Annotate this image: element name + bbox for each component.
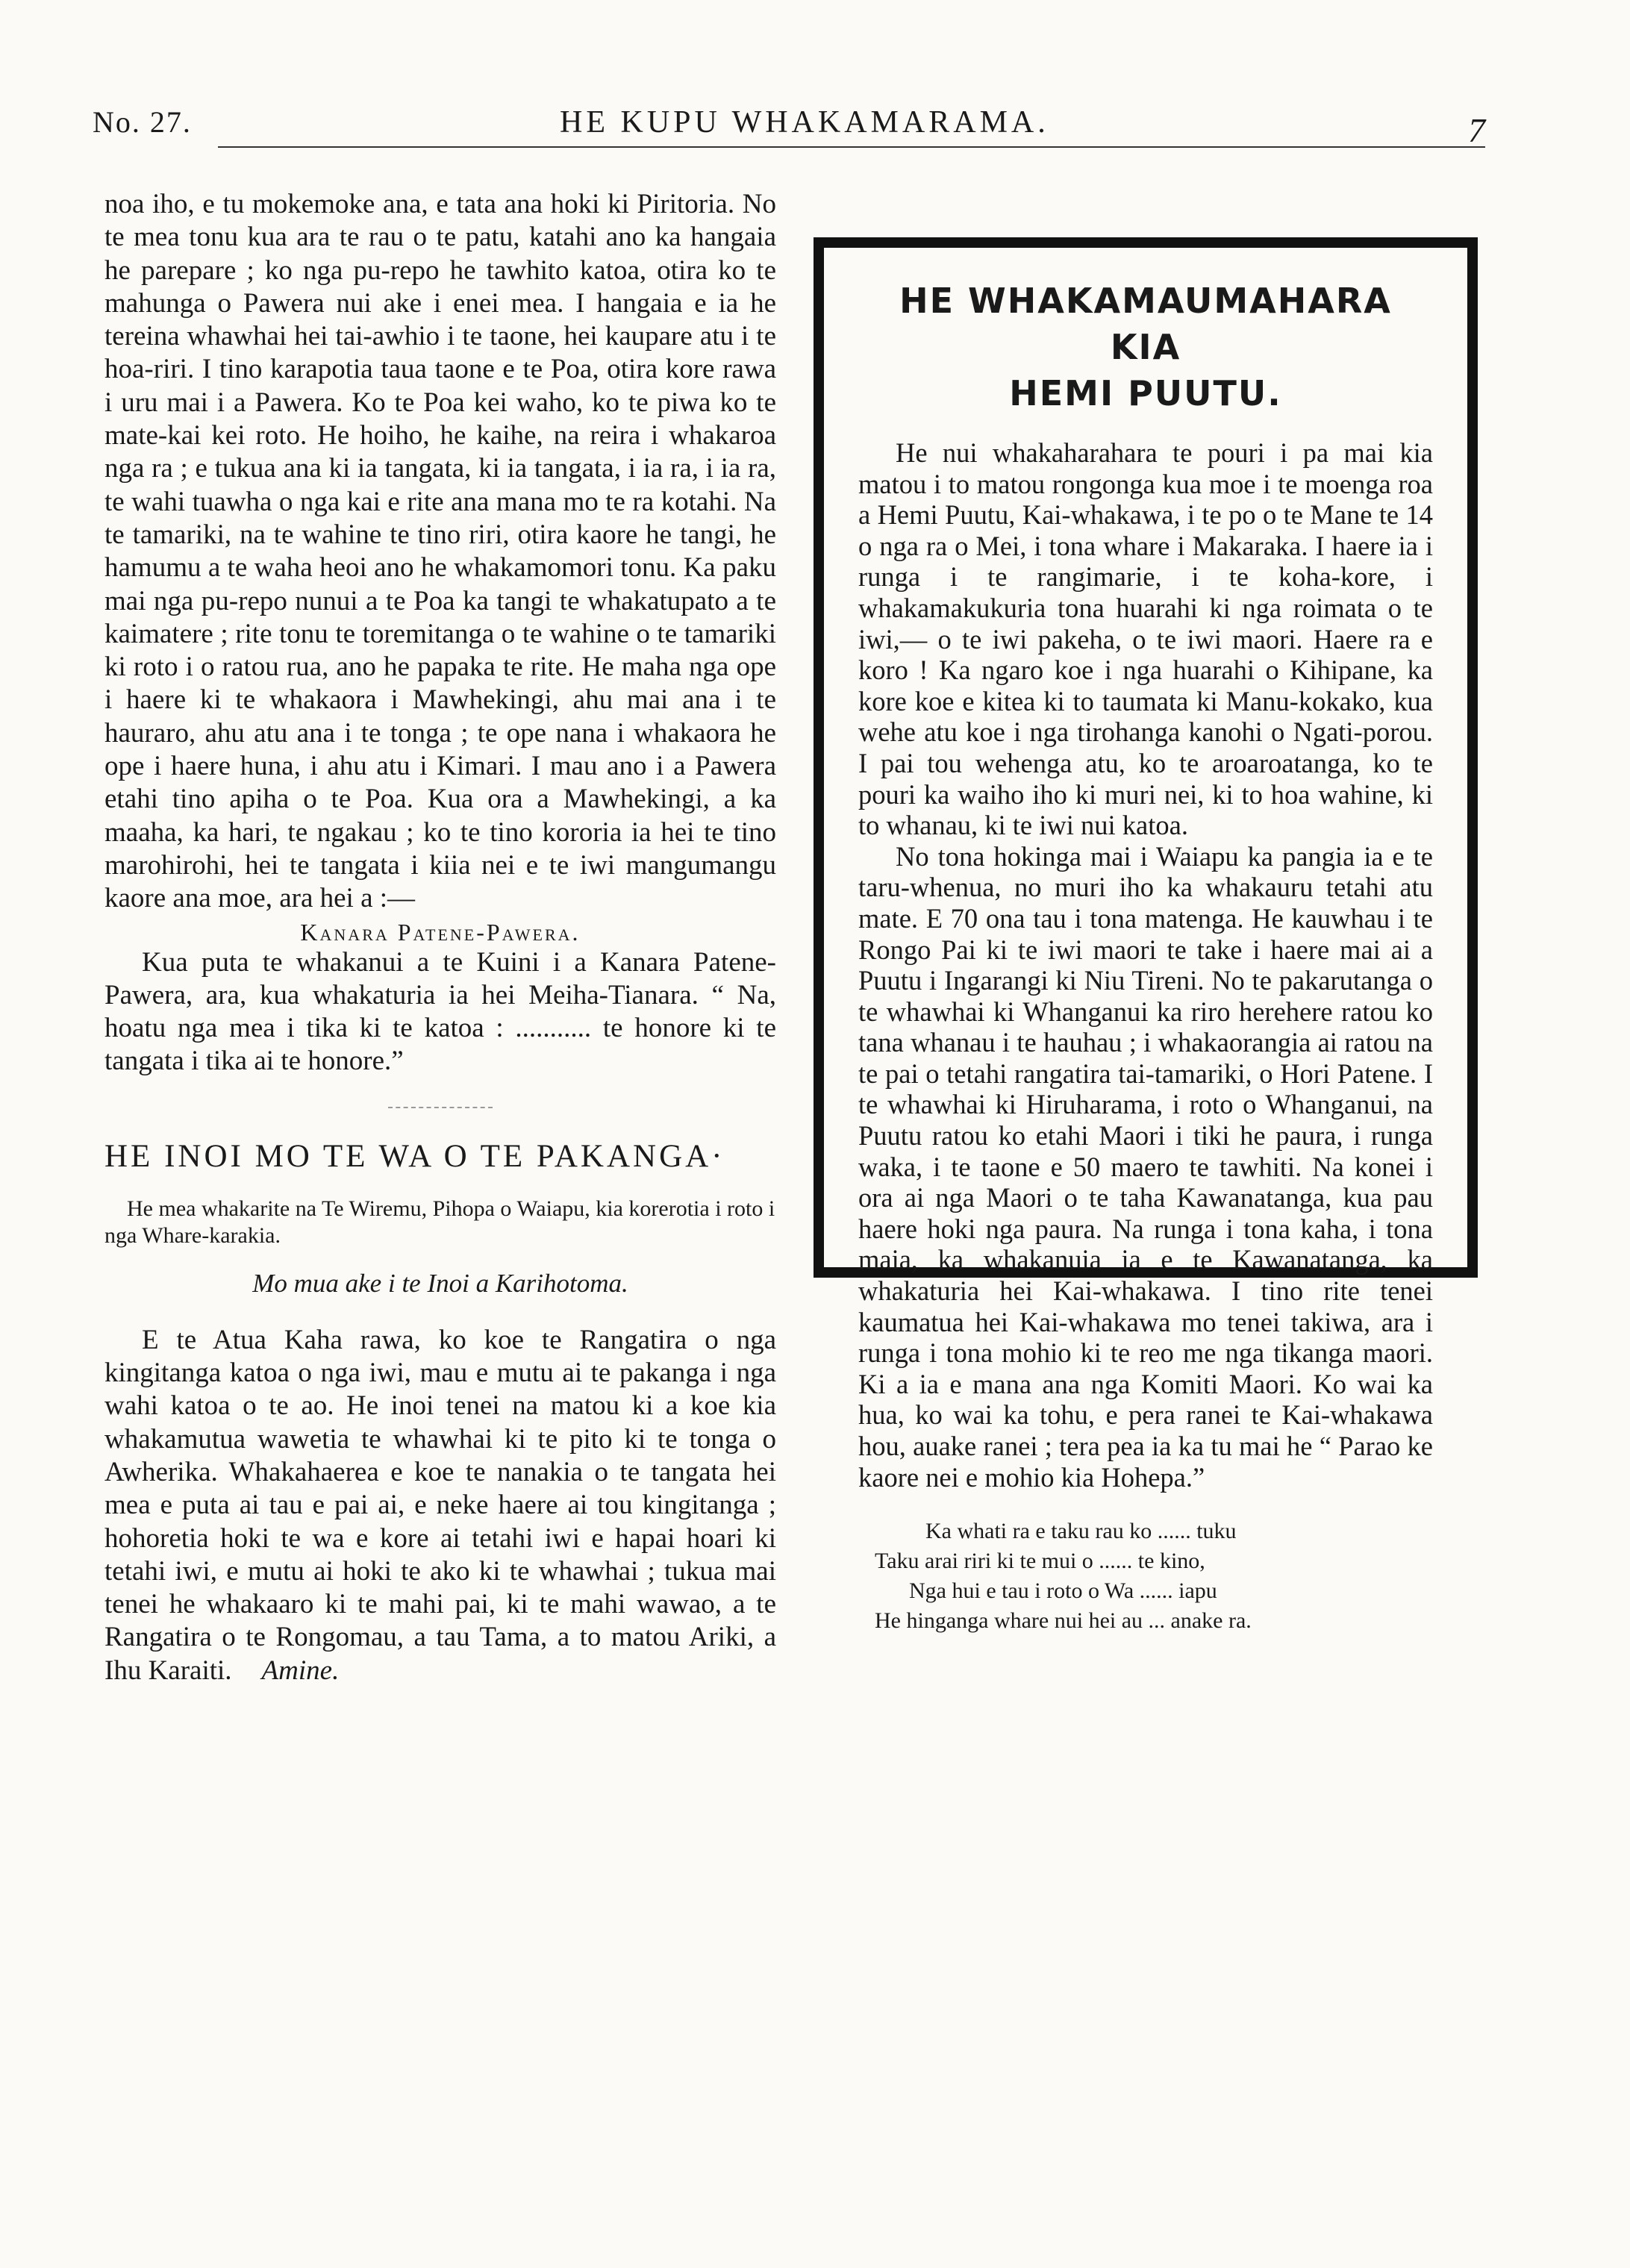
memorial-heading-line2: HEMI PUUTU. <box>1009 373 1282 413</box>
memorial-heading <box>858 278 1433 416</box>
verse-line-1: Ka whati ra e taku rau ko ...... tuku <box>925 1519 1237 1544</box>
left-column <box>104 188 776 1687</box>
verse-line-3: Nga hui e tau i roto o Wa ...... iapu <box>909 1578 1217 1604</box>
prayer-amen: Amine. <box>261 1655 340 1686</box>
article-signature: Kanara Patene-Pawera. <box>300 918 581 946</box>
memorial-verse <box>858 1516 1433 1636</box>
prayer-note: He mea whakarite na Te Wiremu, Pihopa o Waiapu, kia korerotia i roto i nga Whare-karakia. <box>104 1196 775 1248</box>
prayer-body <box>104 1324 776 1687</box>
article-continuation: noa iho, e tu mokemoke ana, e tata ana hoki ki Piritoria. No te mea tonu kua ara te rau o te patu, katahi ano ka hangaia he parepare ; ko nga pu-repo he tawhito katoa, otira ko te mahunga o Pawera nui ake i enei mea. I hangaia e ia he tereina whawhai hei tai-awhio i te taone, hei kaupare atu i te hoa-riri. I tino karapotia taua taone e te Poa, otira kore rawa i uru mai i a Pawera. Ko te Poa kei waho, ko te piwa ko te mate-kai kei roto. He hoiho, he kaihe, na reira i whakaroa nga ra ; e tukua ana ki ia tangata, ki ia tangata, i ia ra, i ia ra, te wahi tuawha o nga kai e rite ana mana mo te ra kotahi. Na te tamariki, na te wahine te tino riri, otira kaore he tangi, he hamumu a te waha heoi ano he whakamomori tonu. Ka paku mai nga pu-repo nunui a te Poa ka tangi te whakatupato a te kaimatere ; rite tonu te toremitanga o te wahine o te tamariki ki roto i o ratou rua, ano he papaka te rite. He maha nga ope i haere ki te whakaora i Mawhekingi, ahu mai ana i te hauraro, ahu atu ana i te tonga ; te ope nana i whakaora he ope i haere huna, i ahu atu i Kimari. I mau ano i a Pawera etahi tino apiha o te Poa. Kua ora a Mawhekingi, a ka maaha, ka hari, te ngakau ; ko te tino kororia ia hei te tino marohirohi, hei te tangata i kiia nei e te iwi mangumangu kaore ana moe, ara hei a :— <box>104 189 776 914</box>
prayer-heading: HE INOI MO TE WA O TE PAKANGA· <box>104 1138 725 1174</box>
page-header <box>93 104 1485 164</box>
verse-line-2: Taku arai riri ki te mui o ...... te kino, <box>875 1549 1205 1574</box>
prayer-text: E te Atua Kaha rawa, ko koe te Rangatira o nga kingitanga katoa o nga iwi, mau e mutu ai te pakanga i nga wahi katoa o te ao. He inoi tenei na matou ki a koe kia whakamutua wawetia te whawhai ki te pito ki te tonga o Awherika. Whakahaerea e koe te nanakia o te tangata hei mea e puta ai tau e pai ai, e neke haere ai tou kingitanga ; hohoretia hoki te wa e kore ai tetahi iwi e hapai hoari ki tetahi iwi, e mutu ai hoki te ako ki te whawhai ; tukua mai tenei he whakaaro ki te mahi pai, ki te mahi wawao, a te Rangatira o te Rongomau, a tau Tama, a to matou Ariki, a Ihu Karaiti. <box>104 1324 776 1686</box>
article-closing-paragraph: Kua puta te whakanui a te Kuini i a Kanara Patene-Pawera, ara, kua whakaturia ia hei Meiha-Tianara. “ Na, hoatu nga mea i tika ki te katoa : ........... te honore ki te tangata i tika ai te honore.” <box>104 946 776 1077</box>
memorial-content <box>858 278 1433 1636</box>
verse-line-4: He hinganga whare nui hei au ... anake ra. <box>875 1608 1252 1634</box>
section-divider <box>388 1107 493 1108</box>
memorial-paragraph-2: No tona hokinga mai i Waiapu ka pangia ia e te taru-whenua, no muri iho ka whakauru tetahi atu mate. E 70 ona tau i tona matenga. He kauwhau i te Rongo Pai ki te iwi maori te take i haere mai ai a Puutu i Ingarangi ki Niu Tireni. No te pakarutanga o te whawhai ki Whanganui ka riro herehere ratou ko tana whanau i te hauhau ; i whakaorangia ai ratou na te pai o tetahi rangatira tai-tamariki, o Hori Patene. I te whawhai ki Hiruharama, i roto o Whanganui, na Puutu ratou ko etahi Maori i tiki he paura, i runga waka, i te taone e 50 maero te tawhiti. Na konei i ora ai nga Maori o te taha Kawanatanga, kua pau haere hoki nga paura. Na runga i tona kaha, i tona maia, ka whakanuia ia e te Kawanatanga, ka whakaturia hei Kai-whakawa. I tino rite tenei kaumatua hei Kai-whakawa mo tenei takiwa, ara i runga i tona mohio ki te reo me nga tikanga maori. Ki a ia e mana ana nga Komiti Maori. Ko wai ka hua, ko wai ka tohu, e pera ranei te Kai-whakawa hou, auake ranei ; tera pea ia ka tu mai he “ Parao ke kaore nei e mohio kia Hohepa.” <box>858 840 1433 1493</box>
header-rule <box>218 146 1485 148</box>
issue-number: No. 27. <box>93 105 192 139</box>
memorial-frame <box>814 237 1478 1634</box>
memorial-heading-line1: HE WHAKAMAUMAHARA KIA <box>899 281 1392 367</box>
page-number: 7 <box>1468 111 1485 149</box>
memorial-paragraph-1: He nui whakaharahara te pouri i pa mai kia matou i to matou rongonga kua moe i te moenga roa a Hemi Puutu, Kai-whakawa, i te po o te Mane te 14 o nga ra o Mei, i tona whare i Makaraka. I haere ia i runga i te rangimarie, i te koha-kore, i whakamakukuria tona huarahi ki nga roimata o te iwi,— o te iwi pakeha, o te iwi maori. Haere ra e koro ! Ka ngaro koe i nga huarahi o Kihipane, ka kore koe e kitea ki to taumata ki Manu-kokako, kua wehe atu koe i nga tirohanga kanohi o Ngati-porou. I pai tou wehenga atu, ko te aroaroatanga, ko te pouri ka waiho iho ki muri nei, ki to hoa wahine, ki to whanau, ki te iwi nui katoa. <box>858 437 1433 841</box>
prayer-subtitle: Mo mua ake i te Inoi a Karihotoma. <box>252 1268 628 1298</box>
right-column <box>814 237 1478 2028</box>
running-title: HE KUPU WHAKAMARAMA. <box>560 105 1049 140</box>
